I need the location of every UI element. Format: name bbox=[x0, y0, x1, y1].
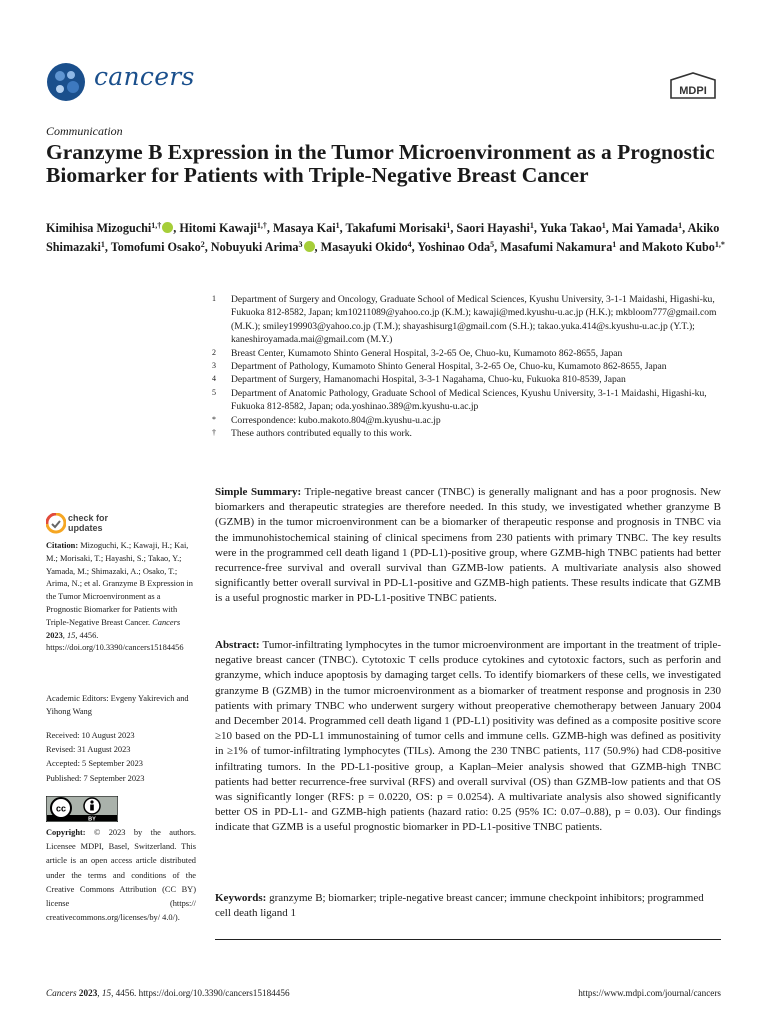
footer-volume: 15 bbox=[101, 988, 112, 998]
citation-year: 2023 bbox=[46, 630, 63, 640]
affiliation-item bbox=[210, 347, 730, 360]
check-for-updates-button[interactable] bbox=[46, 513, 130, 535]
date-revised: Revised: 31 August 2023 bbox=[46, 745, 131, 755]
simple-summary-label: Simple Summary: bbox=[215, 486, 302, 498]
affiliation-marker: 3 bbox=[212, 361, 216, 371]
keywords bbox=[215, 891, 721, 921]
affiliation-marker: 4 bbox=[212, 374, 216, 384]
author-affiliation-marker: 1 bbox=[678, 221, 683, 230]
editors-label: Academic Editors: bbox=[46, 694, 109, 703]
affiliation-marker: † bbox=[212, 428, 216, 438]
keywords-text: granzyme B; biomarker; triple-negative breast cancer; immune checkpoint inhibitors; programmed cell death ligand 1 bbox=[215, 892, 704, 920]
affiliation-marker: 2 bbox=[212, 347, 216, 357]
author-name: Saori Hayashi bbox=[456, 221, 530, 235]
article-title: Granzyme B Expression in the Tumor Microenvironment as a Prognostic Biomarker for Patients with Triple-Negative Breast Cancer bbox=[46, 140, 715, 187]
journal-logo-icon bbox=[46, 62, 86, 102]
affiliation-text: These authors contributed equally to this work. bbox=[231, 428, 412, 440]
affiliation-item bbox=[210, 360, 730, 373]
footer-citation: Cancers 2023, 15, 4456. https://doi.org/10.3390/cancers15184456 bbox=[46, 988, 290, 998]
author-affiliation-marker: 1 bbox=[529, 221, 534, 230]
author-affiliation-marker: 1 bbox=[335, 221, 340, 230]
author-name: Hitomi Kawaji bbox=[179, 221, 257, 235]
author-affiliation-marker: 1,† bbox=[256, 221, 267, 230]
citation-text: Mizoguchi, K.; Kawaji, H.; Kai, M.; Morisaki, T.; Hayashi, S.; Takao, Y.; Yamada, M.; Shimazaki, A.; Osako, T.; Arima, N.; et al. Granzyme B Expression in the Tumor Microenvironment as a Prognostic Biomarker for Patients with Triple-Negative Breast Cancer. bbox=[46, 541, 193, 627]
author-name: Mai Yamada bbox=[611, 221, 679, 235]
abstract bbox=[215, 638, 721, 836]
author-name: Yoshinao Oda bbox=[417, 240, 491, 254]
abstract-text: Tumor-infiltrating lymphocytes in the tumor microenvironment are important in the treatment of triple-negative breast cancer (TNBC). Cytotoxic T cells produce cytokines and cytotoxic factors, such as perforin and granzyme, which induce apoptosis by damaging target cells. To identify biomarkers of these cells, we investigated granzyme B (GZMB) in the tumor microenvironment as a biomarker of treatment response and prognosis in 230 patients with primary TNBC who underwent surgery without preoperative chemotherapy between January 2004 and December 2014. Programmed cell death ligand 1 (PD-L1) positivity was defined as a composite positive score ≥10 based on the PD-L1 immunostaining of tumor cells and immune cells. GZMB-high was defined as positivity in ≥1% of tumor-infiltrating lymphocytes (TILs). Among the 230 TNBC patients, 117 (50.9%) had CD8-positive infiltrating tumors. In the PD-L1-positive group, a Kaplan–Meier analysis showed that GZMB-high TNBC patients had better recurrence-free survival (RFS) and overall survival (OS) than GZMB-low patients and that OS was significantly longer (RFS: p = 0.0220, OS: p = 0.0254). A multivariate analysis also showed significantly better OS in PD-L1- and GZMB-high patients (hazard ratio: 0.25 (95% IC: 0.07–0.88), p = 0.03). Our findings indicate that GZMB is a useful prognostic biomarker in PD-L1-positive TNBC patients. bbox=[215, 639, 721, 834]
affiliation-item bbox=[210, 427, 730, 440]
keywords-label: Keywords: bbox=[215, 892, 267, 904]
journal-name: cancers bbox=[94, 62, 195, 91]
author-name: Tomofumi Osako bbox=[110, 240, 201, 254]
citation-block: Citation: Mizoguchi, K.; Kawaji, H.; Kai, M.; Morisaki, T.; Hayashi, S.; Takao, Y.; Yamada, M.; Shimazaki, A.; Osako, T.; Arima, N.; et al. Granzyme B Expression in the Tumor Microenvironment as a Prognostic Biomarker for Patients with Triple-Negative Breast Cancer. Cancers 2023, 15, 4456. https://doi.org/10.3390/cancers15184456 bbox=[46, 541, 193, 653]
section-divider bbox=[215, 939, 721, 940]
author-affiliation-marker: 1,* bbox=[714, 240, 725, 249]
publisher-name: MDPI bbox=[679, 85, 707, 97]
affiliation-list bbox=[210, 293, 730, 440]
affiliation-text: Correspondence: kubo.makoto.804@m.kyushu-u.ac.jp bbox=[231, 414, 441, 426]
author-affiliation-marker: 4 bbox=[407, 240, 412, 249]
affiliation-text: Department of Surgery and Oncology, Graduate School of Medical Sciences, Kyushu University, 3-1-1 Maidashi, Higashi-ku, Fukuoka 812-8582, Japan; km10211089@yahoo.co.jp (K.M.); kawaji@med.kyushu-u.ac.jp (H.K.); mkbloom777@gmail.com (M.K.); smiley199903@yahoo.co.jp (T.M.); shayashisurg1@gmail.com (S.H.); takao.yuka.414@s.kyushu-u.ac.jp (Y.T.); kaneshiroyamada.mai@gmail.com (M.Y.) bbox=[231, 294, 717, 346]
citation-doi-link[interactable]: , 4456. https://doi.org/10.3390/cancers15184456 bbox=[46, 630, 184, 653]
affiliation-marker: 5 bbox=[212, 387, 216, 397]
simple-summary-text: Triple-negative breast cancer (TNBC) is generally malignant and has a poor prognosis. New biomarkers and therapeutic strategies are therefore needed. In this study, we investigated whether granzyme B (GZMB) in the tumor microenvironment can be a biomarker of therapeutic response and prognosis in TNBC via the immunohistochemical staining of clinical specimens from 230 patients with primary TNBC. The key results were in the programmed cell death ligand 1 (PD-L1)-positive group, where GZMB-high TNBC patients had better recurrence-free survival and overall survival than GZMB-low patients. A multivariate analysis also showed significantly better overall survival in PD-L1-positive and GZMB-high patients. These results indicate that GZMB is a useful prognostic marker in PD-L1-positive TNBC patients. bbox=[215, 486, 721, 605]
affiliation-text: Department of Pathology, Kumamoto Shinto General Hospital, 3-2-65 Oe, Chuo-ku, Kumamoto 862-8655, Japan bbox=[231, 361, 667, 373]
copyright-label: Copyright: bbox=[46, 828, 86, 837]
affiliation-text: Department of Anatomic Pathology, Graduate School of Medical Sciences, Kyushu University, 3-1-1 Maidashi, Higashi-ku, Fukuoka 812-8582, Japan; oda.yoshinao.389@m.kyushu-u.ac.jp bbox=[231, 387, 707, 413]
by-label: BY bbox=[88, 816, 96, 822]
footer-doi-link[interactable]: , 4456. https://doi.org/10.3390/cancers15184456 bbox=[111, 988, 290, 998]
author-name: Masayuki Okido bbox=[320, 240, 408, 254]
author-list: Kimihisa Mizoguchi$^{1,\dagger}$ , Hitomi Kawaji$^{1,\dagger}$, Masaya Kai$^1$, Takafumi Morisaki$^1$, Saori Hayashi$^1$, Yuka Takao$^1$, Mai Yamada$^1$, Akiko Shimazaki$^1$, Tomofumi Osako$^2$, Nobuyuki Arima$^3$ , Masayuki Okido$^4$, Yoshinao Oda$^5$, Masafumi Nakamura$^1$ and Makoto Kubo$^{1,*}$ bbox=[46, 221, 725, 254]
author-affiliation-marker: 5 bbox=[490, 240, 495, 249]
copyright-text: © 2023 by the authors. Licensee MDPI, Basel, Switzerland. This article is an open access article distributed under the terms and conditions of the Creative Commons Attribution (CC BY) license (https:// creativecommons.org/licenses/by/ 4.0/). bbox=[46, 828, 197, 923]
affiliation-item bbox=[210, 373, 730, 386]
check-updates-icon bbox=[46, 513, 66, 535]
cc-by-license-icon[interactable] bbox=[46, 796, 118, 822]
citation-journal: Cancers bbox=[152, 617, 181, 627]
author-affiliation-marker: 1 bbox=[612, 240, 617, 249]
academic-editors bbox=[46, 693, 196, 719]
affiliation-text: Breast Center, Kumamoto Shinto General Hospital, 3-2-65 Oe, Chuo-ku, Kumamoto 862-8655, Japan bbox=[231, 347, 623, 359]
affiliation-item bbox=[210, 293, 730, 347]
affiliation-item bbox=[210, 387, 730, 414]
affiliation-marker: 1 bbox=[212, 294, 216, 303]
publication-dates bbox=[46, 729, 196, 786]
citation-label: Citation: bbox=[46, 541, 79, 550]
author-affiliation-marker: 1 bbox=[100, 240, 105, 249]
affiliation-text: Department of Surgery, Hamanomachi Hospital, 3-3-1 Nagahama, Chuo-ku, Fukuoka 810-8539, Japan bbox=[231, 374, 626, 386]
author-name: Masafumi Nakamura bbox=[500, 240, 613, 254]
author-name: Nobuyuki Arima bbox=[210, 240, 299, 254]
author-affiliation-marker: 1 bbox=[446, 221, 451, 230]
author-affiliation-marker: 3 bbox=[298, 240, 303, 249]
affiliation-marker: * bbox=[212, 414, 216, 424]
author-affiliation-marker: 2 bbox=[200, 240, 205, 249]
check-updates-line1: check for bbox=[68, 513, 109, 523]
orcid-icon[interactable] bbox=[162, 222, 173, 233]
publisher-logo-icon bbox=[667, 72, 719, 100]
date-published: Published: 7 September 2023 bbox=[46, 773, 145, 783]
simple-summary bbox=[215, 485, 721, 607]
author-name: Takafumi Morisaki bbox=[345, 221, 447, 235]
cc-label: cc bbox=[55, 803, 67, 814]
footer-year: 2023 bbox=[78, 988, 98, 998]
date-received: Received: 10 August 2023 bbox=[46, 731, 135, 740]
author-affiliation-marker: 1,† bbox=[151, 221, 162, 230]
author-name: Makoto Kubo bbox=[642, 240, 715, 254]
check-updates-line2: updates bbox=[68, 522, 103, 533]
footer-journal-link[interactable]: https://www.mdpi.com/journal/cancers bbox=[578, 988, 721, 998]
date-accepted: Accepted: 5 September 2023 bbox=[46, 759, 143, 769]
author-name: Akiko Shimazaki bbox=[46, 221, 720, 254]
author-name: Kimihisa Mizoguchi bbox=[46, 221, 152, 235]
abstract-label: Abstract: bbox=[215, 639, 260, 651]
orcid-icon[interactable] bbox=[304, 241, 315, 252]
editors-text: Evgeny Yakirevich and Yihong Wang bbox=[46, 694, 189, 716]
author-affiliation-marker: 1 bbox=[601, 221, 606, 230]
copyright-notice bbox=[46, 826, 196, 925]
footer-journal: Cancers bbox=[46, 988, 77, 998]
affiliation-item bbox=[210, 414, 730, 427]
article-type: Communication bbox=[46, 124, 123, 138]
author-name: Masaya Kai bbox=[273, 221, 336, 235]
author-name: Yuka Takao bbox=[539, 221, 602, 235]
citation-volume: 15 bbox=[66, 630, 76, 640]
